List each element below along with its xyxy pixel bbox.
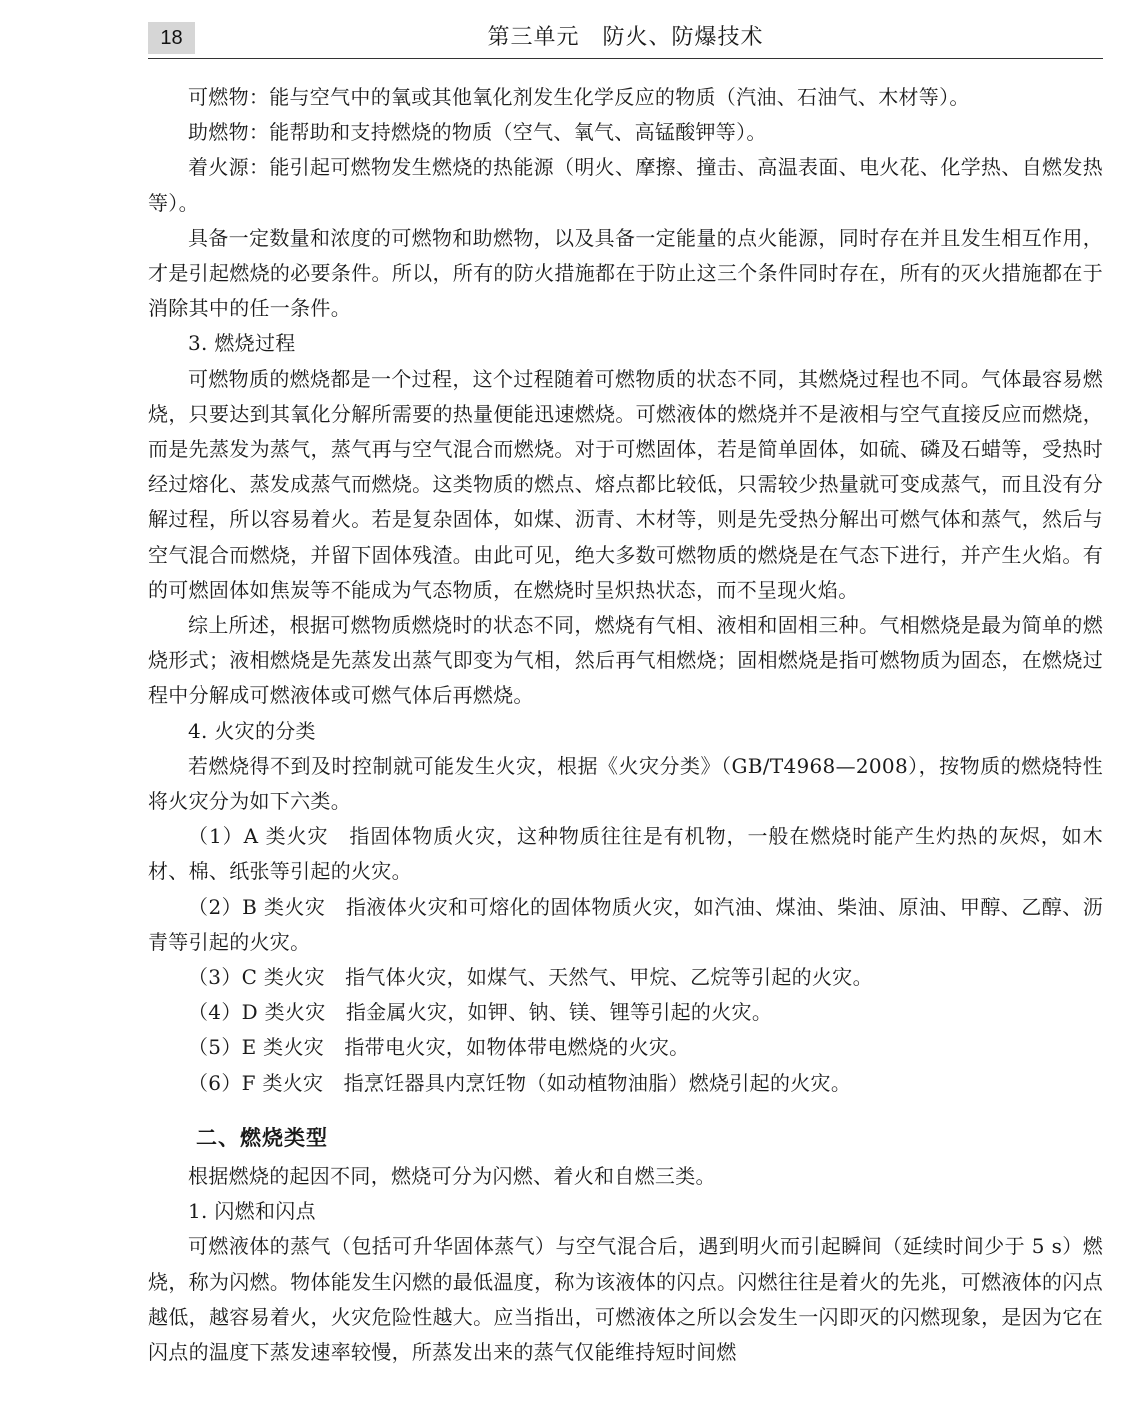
subheading-combustion-process: 3. 燃烧过程 <box>188 331 296 356</box>
list-item-class-f: （6）F 类火灾 指烹饪器具内烹饪物（如动植物油脂）燃烧引起的火灾。 <box>188 1070 852 1095</box>
page-number: 18 <box>148 22 195 54</box>
paragraph-oxidizer: 助燃物：能帮助和支持燃烧的物质（空气、氧气、高锰酸钾等）。 <box>188 120 767 145</box>
paragraph-combustion-types-intro: 根据燃烧的起因不同，燃烧可分为闪燃、着火和自燃三类。 <box>188 1163 716 1188</box>
paragraph-combustible: 可燃物：能与空气中的氧或其他氧化剂发生化学反应的物质（汽油、石油气、木材等）。 <box>188 85 970 109</box>
list-item-class-c: （3）C 类火灾 指气体火灾，如煤气、天然气、甲烷、乙烷等引起的火灾。 <box>188 965 873 990</box>
page-header <box>148 20 1103 59</box>
paragraph-necessary-conditions: 具备一定数量和浓度的可燃物和助燃物，以及具备一定能量的点火能源，同时存在并且发生相互作用，才是引起燃烧的必要条件。所以，所有的防火措施都在于防止这三个条件同时存在，所有的灭火措施都在于消除其中的任一条件。 <box>148 225 1103 321</box>
list-item-class-b: （2）B 类火灾 指液体火灾和可熔化的固体物质火灾，如汽油、煤油、柴油、原油、甲醇、乙醇、沥青等引起的火灾。 <box>148 894 1103 954</box>
subheading-fire-classification: 4. 火灾的分类 <box>188 718 316 743</box>
running-head-title: 第三单元 防火、防爆技术 <box>487 25 764 50</box>
page-body <box>148 80 1103 1370</box>
paragraph-fire-classification-intro: 若燃烧得不到及时控制就可能发生火灾，根据《火灾分类》（GB/T4968—2008），按物质的燃烧特性将火灾分为如下六类。 <box>148 753 1103 814</box>
list-item-class-d: （4）D 类火灾 指金属火灾，如钾、钠、镁、锂等引起的火灾。 <box>188 1000 773 1025</box>
list-item-class-e: （5）E 类火灾 指带电火灾，如物体带电燃烧的火灾。 <box>188 1035 690 1060</box>
section-heading-combustion-types: 二、燃烧类型 <box>196 1125 328 1150</box>
paragraph-flash-point: 可燃液体的蒸气（包括可升华固体蒸气）与空气混合后，遇到明火而引起瞬间（延续时间少于 5 s）燃烧，称为闪燃。物体能发生闪燃的最低温度，称为该液体的闪点。闪燃往往是着火的先兆，可燃液体的闪点越低，越容易着火，火灾危险性越大。应当指出，可燃液体之所以会发生一闪即灭的闪燃现象，是因为它在闪点的温度下蒸发速率较慢，所蒸发出来的蒸气仅能维持短时间燃 <box>148 1234 1103 1364</box>
paragraph-combustion-summary: 综上所述，根据可燃物质燃烧时的状态不同，燃烧有气相、液相和固相三种。气相燃烧是最为简单的燃烧形式；液相燃烧是先蒸发出蒸气即变为气相，然后再气相燃烧；固相燃烧是指可燃物质为固态，在燃烧过程中分解成可燃液体或可燃气体后再燃烧。 <box>148 613 1103 708</box>
paragraph-combustion-process: 可燃物质的燃烧都是一个过程，这个过程随着可燃物质的状态不同，其燃烧过程也不同。气体最容易燃烧，只要达到其氧化分解所需要的热量便能迅速燃烧。可燃液体的燃烧并不是液相与空气直接反应而燃烧，而是先蒸发为蒸气，蒸气再与空气混合而燃烧。对于可燃固体，若是简单固体，如硫、磷及石蜡等，受热时经过熔化、蒸发成蒸气而燃烧。这类物质的燃点、熔点都比较低，只需较少热量就可变成蒸气，而且没有分解过程，所以容易着火。若是复杂固体，如煤、沥青、木材等，则是先受热分解出可燃气体和蒸气，然后与空气混合而燃烧，并留下固体残渣。由此可见，绝大多数可燃物质的燃烧是在气态下进行，并产生火焰。有的可燃固体如焦炭等不能成为气态物质，在燃烧时呈炽热状态，而不呈现火焰。 <box>148 366 1103 602</box>
list-item-class-a: （1）A 类火灾 指固体物质火灾，这种物质往往是有机物，一般在燃烧时能产生灼热的灰烬，如木材、棉、纸张等引起的火灾。 <box>148 824 1103 884</box>
subheading-flash-point: 1. 闪燃和闪点 <box>188 1199 316 1224</box>
paragraph-ignition-source: 着火源：能引起可燃物发生燃烧的热能源（明火、摩擦、撞击、高温表面、电火花、化学热、自燃发热等）。 <box>148 155 1103 215</box>
